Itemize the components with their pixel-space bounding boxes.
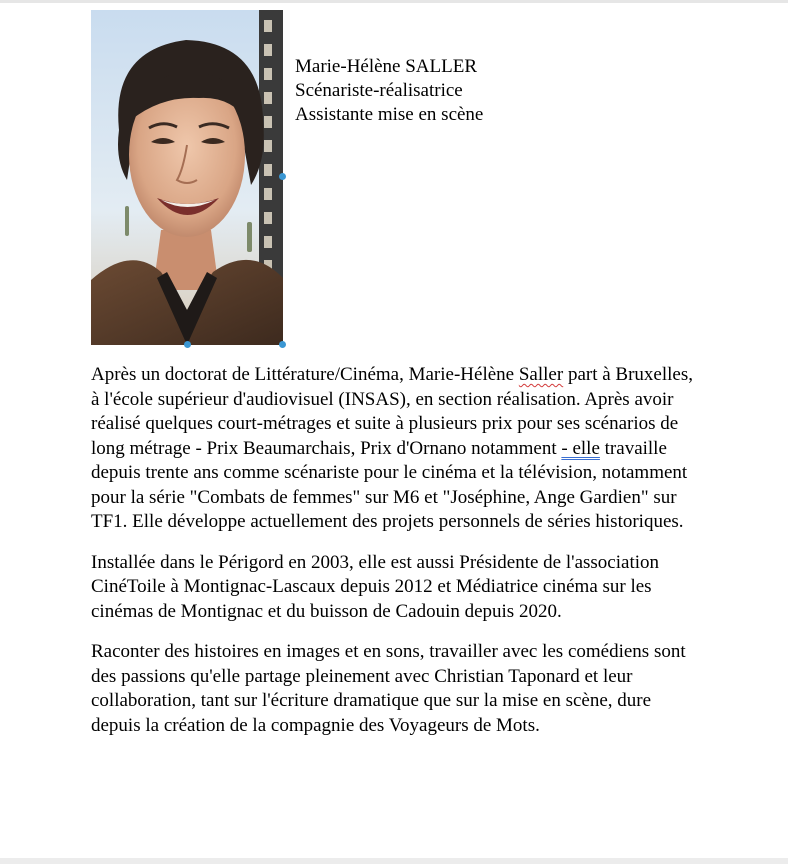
profile-name: Marie-Hélène SALLER bbox=[295, 56, 478, 77]
bio-p1-text-a: Après un doctorat de Littérature/Cinéma, Marie-Hélène bbox=[91, 364, 519, 385]
profile-role-2: Assistante mise en scène bbox=[295, 104, 484, 125]
selection-handle-right[interactable] bbox=[279, 173, 286, 180]
bio-paragraph-3: Raconter des histoires en images et en sons, travailler avec les comédiens sont des passions qu'elle partage pleinement avec Christian Taponard et leur collaboration, tant sur l'écriture dramatique que sur la mise en scène, dure depuis la création de la compagnie des Voyageurs de Mots. bbox=[91, 641, 686, 736]
profile-header bbox=[295, 55, 483, 127]
page-bottom-border bbox=[0, 858, 788, 864]
spellcheck-flagged-word[interactable]: Saller bbox=[518, 364, 564, 385]
bio-paragraph-2: Installée dans le Périgord en 2003, elle est aussi Présidente de l'association CinéToile à Montignac-Lascaux depuis 2012 et Médiatrice cinéma sur les cinémas de Montignac et du buisson de Cadouin depuis 2020. bbox=[91, 551, 659, 622]
selection-handle-corner[interactable] bbox=[279, 341, 286, 348]
bio-paragraph-1 bbox=[91, 363, 701, 535]
grammar-flagged-text[interactable]: - elle bbox=[561, 437, 600, 459]
bio-p1-text-e: travaille depuis trente ans comme scénariste pour le cinéma et la télévision, notamment pour la série "Combats de femmes" sur M6 et "Joséphine, Ange Gardien" sur TF1. Elle développe actuellement des projets personnels de séries historiques. bbox=[91, 437, 688, 532]
portrait-image bbox=[91, 10, 283, 345]
biography bbox=[91, 363, 701, 754]
portrait-photo[interactable] bbox=[91, 10, 283, 345]
page-top-border bbox=[0, 0, 788, 3]
profile-role-1: Scénariste-réalisatrice bbox=[295, 80, 463, 101]
selection-handle-bottom[interactable] bbox=[184, 341, 191, 348]
bio-p1-text-c: part à Bruxelles, à l'école supérieur d'audiovisuel (INSAS), en section réalisation. Après avoir réalisé quelques court-métrages et suite à plusieurs prix pour ses scénarios de long métrage - Prix Beaumarchais, Prix d'Ornano notamment bbox=[91, 364, 693, 459]
